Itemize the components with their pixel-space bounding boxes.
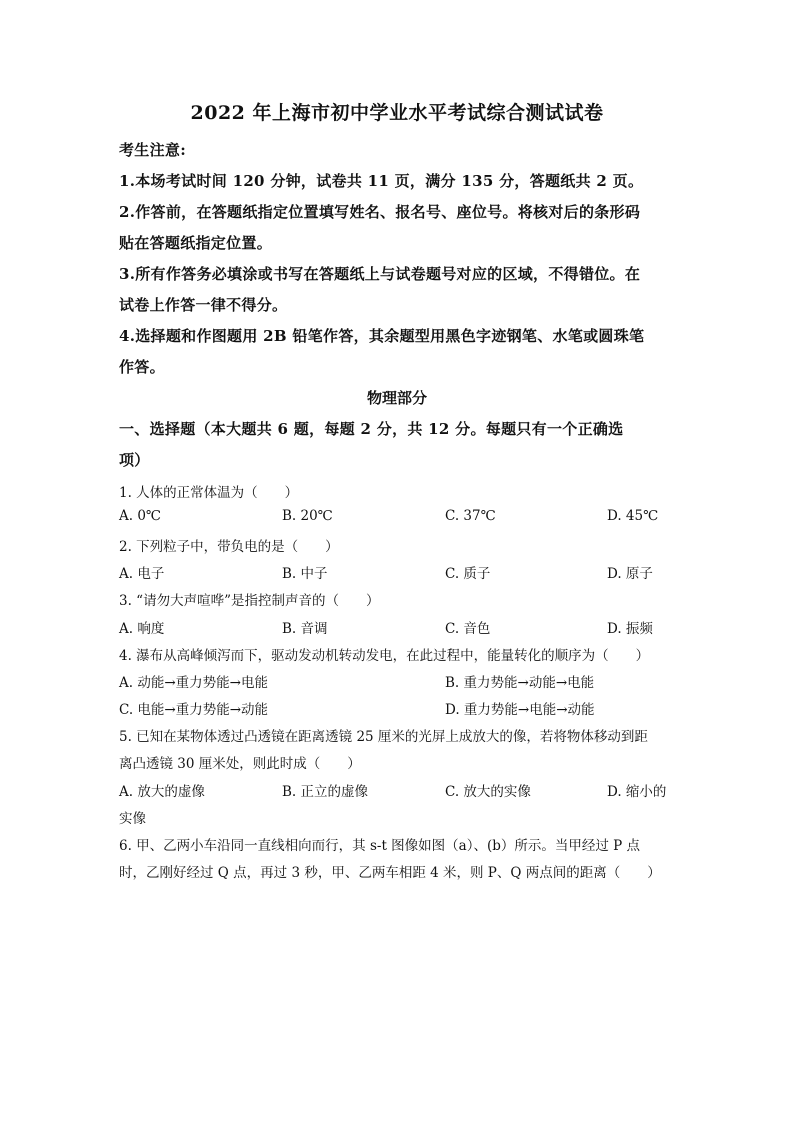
option-c: C. 电能→重力势能→动能: [119, 702, 269, 718]
question-stem-continued: 离凸透镜 30 厘米处，则此时成（ ）: [119, 756, 361, 772]
section-heading-continued: 项）: [119, 451, 150, 469]
option-d: D. 振频: [607, 621, 653, 637]
section-heading: 一、选择题（本大题共 6 题，每题 2 分，共 12 分。每题只有一个正确选: [119, 420, 624, 438]
option-c: C. 37℃: [445, 508, 496, 524]
notice-line: 作答。: [119, 358, 165, 376]
notice-heading: 考生注意:: [119, 141, 187, 159]
option-c: C. 质子: [445, 566, 491, 582]
option-b: B. 重力势能→动能→电能: [445, 675, 595, 691]
question-stem: 2. 下列粒子中，带负电的是（ ）: [119, 539, 339, 555]
notice-line: 4.选择题和作图题用 2B 铅笔作答，其余题型用黑色字迹钢笔、水笔或圆珠笔: [119, 327, 645, 345]
option-b: B. 中子: [282, 566, 328, 582]
question-stem: 6. 甲、乙两小车沿同一直线相向而行，其 s-t 图像如图（a）、(b）所示。当甲经过 P 点: [119, 838, 641, 854]
notice-line: 3.所有作答务必填涂或书写在答题纸上与试卷题号对应的区域，不得错位。在: [119, 265, 641, 283]
option-b: B. 音调: [282, 621, 328, 637]
option-c: C. 放大的实像: [445, 784, 531, 800]
notice-line: 贴在答题纸指定位置。: [119, 234, 273, 252]
notice-line: 2.作答前，在答题纸指定位置填写姓名、报名号、座位号。将核对后的条形码: [119, 203, 641, 221]
question-stem: 5. 已知在某物体透过凸透镜在距离透镜 25 厘米的光屏上成放大的像，若将物体移动到距: [119, 729, 648, 745]
option-d: D. 重力势能→电能→动能: [445, 702, 595, 718]
option-c: C. 音色: [445, 621, 491, 637]
notice-line: 1.本场考试时间 120 分钟，试卷共 11 页，满分 135 分，答题纸共 2 页。: [119, 172, 644, 190]
option-a: A. 0℃: [119, 508, 162, 524]
question-stem-continued: 时，乙刚好经过 Q 点，再过 3 秒，甲、乙两车相距 4 米，则 P、Q 两点间的距离（ ）: [119, 865, 661, 881]
section-title: 物理部分: [366, 389, 427, 407]
exam-title: 2022 年上海市初中学业水平考试综合测试试卷: [190, 102, 604, 124]
option-b: B. 20℃: [282, 508, 333, 524]
notice-line: 试卷上作答一律不得分。: [119, 296, 288, 314]
option-d-wrap: 实像: [119, 811, 146, 827]
option-d: D. 45℃: [607, 508, 659, 524]
question-stem: 1. 人体的正常体温为（ ）: [119, 485, 299, 501]
option-a: A. 放大的虚像: [119, 784, 205, 800]
option-b: B. 正立的虚像: [282, 784, 369, 800]
option-a: A. 响度: [119, 621, 165, 637]
option-d: D. 缩小的: [607, 784, 667, 800]
option-d: D. 原子: [607, 566, 653, 582]
question-stem: 3. “请勿大声喧哗”是指控制声音的（ ）: [119, 593, 380, 609]
question-stem: 4. 瀑布从高峰倾泻而下，驱动发动机转动发电，在此过程中，能量转化的顺序为（ ）: [119, 648, 650, 664]
option-a: A. 电子: [119, 566, 165, 582]
option-a: A. 动能→重力势能→电能: [119, 675, 268, 691]
